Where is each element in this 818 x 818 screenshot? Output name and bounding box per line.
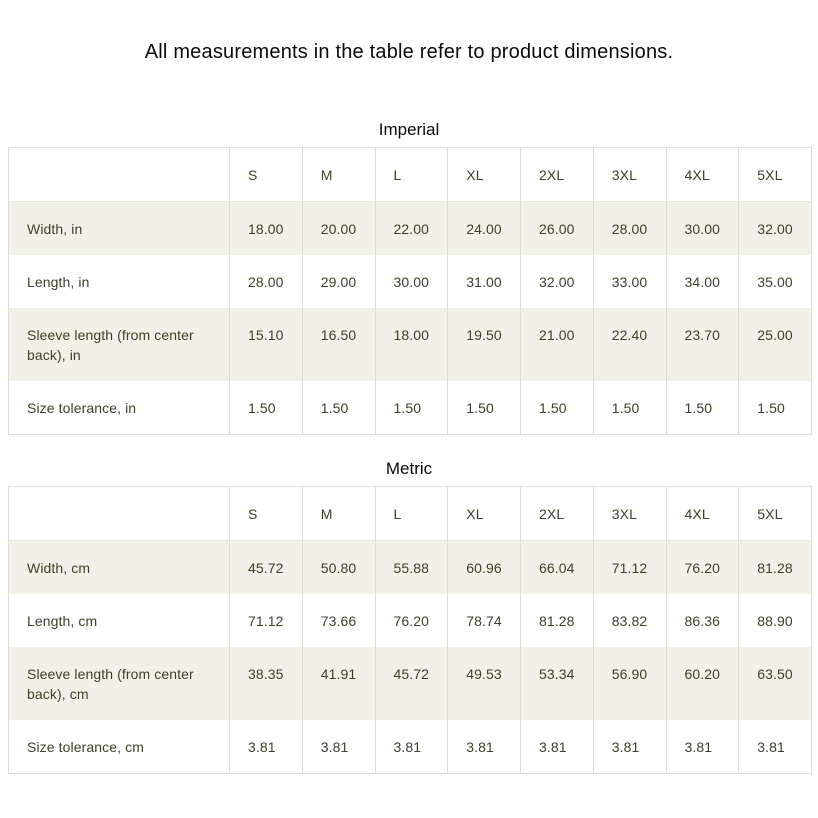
header-row bbox=[9, 487, 812, 541]
table-row-tolerance-in bbox=[9, 381, 812, 435]
value-cell: 76.20 bbox=[375, 594, 448, 647]
table-row-length-in bbox=[9, 255, 812, 308]
value-cell: 25.00 bbox=[739, 308, 812, 381]
value-cell: 34.00 bbox=[666, 255, 739, 308]
row-label: Width, in bbox=[9, 202, 230, 256]
corner-cell bbox=[9, 148, 230, 202]
value-cell: 1.50 bbox=[593, 381, 666, 435]
value-cell: 22.40 bbox=[593, 308, 666, 381]
value-cell: 63.50 bbox=[739, 647, 812, 720]
intro-note: All measurements in the table refer to product dimensions. bbox=[144, 41, 674, 63]
row-label: Sleeve length (from center back), in bbox=[9, 308, 230, 381]
value-cell: 32.00 bbox=[521, 255, 594, 308]
value-cell: 28.00 bbox=[230, 255, 303, 308]
size-col-header: 5XL bbox=[739, 148, 812, 202]
value-cell: 50.80 bbox=[302, 541, 375, 595]
value-cell: 30.00 bbox=[375, 255, 448, 308]
size-col-header: 5XL bbox=[739, 487, 812, 541]
value-cell: 81.28 bbox=[739, 541, 812, 595]
value-cell: 66.04 bbox=[521, 541, 594, 595]
row-label: Sleeve length (from center back), cm bbox=[9, 647, 230, 720]
value-cell: 71.12 bbox=[230, 594, 303, 647]
value-cell: 1.50 bbox=[739, 381, 812, 435]
value-cell: 60.20 bbox=[666, 647, 739, 720]
value-cell: 81.28 bbox=[521, 594, 594, 647]
corner-cell bbox=[9, 487, 230, 541]
value-cell: 49.53 bbox=[448, 647, 521, 720]
value-cell: 19.50 bbox=[448, 308, 521, 381]
value-cell: 18.00 bbox=[375, 308, 448, 381]
size-col-header: XL bbox=[448, 148, 521, 202]
value-cell: 71.12 bbox=[593, 541, 666, 595]
value-cell: 3.81 bbox=[593, 720, 666, 774]
value-cell: 1.50 bbox=[448, 381, 521, 435]
size-col-header: 2XL bbox=[521, 487, 594, 541]
size-col-header: 3XL bbox=[593, 487, 666, 541]
value-cell: 28.00 bbox=[593, 202, 666, 256]
value-cell: 56.90 bbox=[593, 647, 666, 720]
value-cell: 15.10 bbox=[230, 308, 303, 381]
value-cell: 38.35 bbox=[230, 647, 303, 720]
value-cell: 45.72 bbox=[375, 647, 448, 720]
value-cell: 3.81 bbox=[230, 720, 303, 774]
value-cell: 41.91 bbox=[302, 647, 375, 720]
value-cell: 76.20 bbox=[666, 541, 739, 595]
row-label: Size tolerance, cm bbox=[9, 720, 230, 774]
header-row bbox=[9, 148, 812, 202]
value-cell: 21.00 bbox=[521, 308, 594, 381]
value-cell: 78.74 bbox=[448, 594, 521, 647]
value-cell: 83.82 bbox=[593, 594, 666, 647]
size-col-header: S bbox=[230, 148, 303, 202]
row-label: Width, cm bbox=[9, 541, 230, 595]
value-cell: 1.50 bbox=[521, 381, 594, 435]
size-col-header: M bbox=[302, 148, 375, 202]
value-cell: 45.72 bbox=[230, 541, 303, 595]
value-cell: 16.50 bbox=[302, 308, 375, 381]
value-cell: 55.88 bbox=[375, 541, 448, 595]
value-cell: 35.00 bbox=[739, 255, 812, 308]
size-col-header: L bbox=[375, 487, 448, 541]
size-col-header: 3XL bbox=[593, 148, 666, 202]
value-cell: 60.96 bbox=[448, 541, 521, 595]
size-col-header: S bbox=[230, 487, 303, 541]
value-cell: 3.81 bbox=[666, 720, 739, 774]
size-col-header: 2XL bbox=[521, 148, 594, 202]
value-cell: 1.50 bbox=[230, 381, 303, 435]
value-cell: 88.90 bbox=[739, 594, 812, 647]
value-cell: 29.00 bbox=[302, 255, 375, 308]
value-cell: 3.81 bbox=[302, 720, 375, 774]
size-col-header: M bbox=[302, 487, 375, 541]
value-cell: 24.00 bbox=[448, 202, 521, 256]
size-col-header: XL bbox=[448, 487, 521, 541]
value-cell: 53.34 bbox=[521, 647, 594, 720]
value-cell: 3.81 bbox=[521, 720, 594, 774]
value-cell: 26.00 bbox=[521, 202, 594, 256]
table-row-width-cm bbox=[9, 541, 812, 595]
value-cell: 1.50 bbox=[666, 381, 739, 435]
value-cell: 23.70 bbox=[666, 308, 739, 381]
size-col-header: 4XL bbox=[666, 148, 739, 202]
size-col-header: 4XL bbox=[666, 487, 739, 541]
table-row-width-in bbox=[9, 202, 812, 256]
row-label: Length, in bbox=[9, 255, 230, 308]
table-row-tolerance-cm bbox=[9, 720, 812, 774]
metric-table-title: Metric bbox=[385, 459, 433, 478]
value-cell: 22.00 bbox=[375, 202, 448, 256]
table-row-sleeve-in bbox=[9, 308, 812, 381]
imperial-table-title: Imperial bbox=[378, 120, 440, 139]
metric-size-table bbox=[8, 486, 812, 774]
value-cell: 20.00 bbox=[302, 202, 375, 256]
value-cell: 3.81 bbox=[739, 720, 812, 774]
value-cell: 30.00 bbox=[666, 202, 739, 256]
value-cell: 3.81 bbox=[448, 720, 521, 774]
table-row-sleeve-cm bbox=[9, 647, 812, 720]
value-cell: 73.66 bbox=[302, 594, 375, 647]
value-cell: 18.00 bbox=[230, 202, 303, 256]
size-col-header: L bbox=[375, 148, 448, 202]
table-row-length-cm bbox=[9, 594, 812, 647]
value-cell: 86.36 bbox=[666, 594, 739, 647]
row-label: Size tolerance, in bbox=[9, 381, 230, 435]
row-label: Length, cm bbox=[9, 594, 230, 647]
imperial-size-table bbox=[8, 147, 812, 435]
value-cell: 1.50 bbox=[375, 381, 448, 435]
value-cell: 1.50 bbox=[302, 381, 375, 435]
value-cell: 33.00 bbox=[593, 255, 666, 308]
value-cell: 3.81 bbox=[375, 720, 448, 774]
value-cell: 31.00 bbox=[448, 255, 521, 308]
value-cell: 32.00 bbox=[739, 202, 812, 256]
